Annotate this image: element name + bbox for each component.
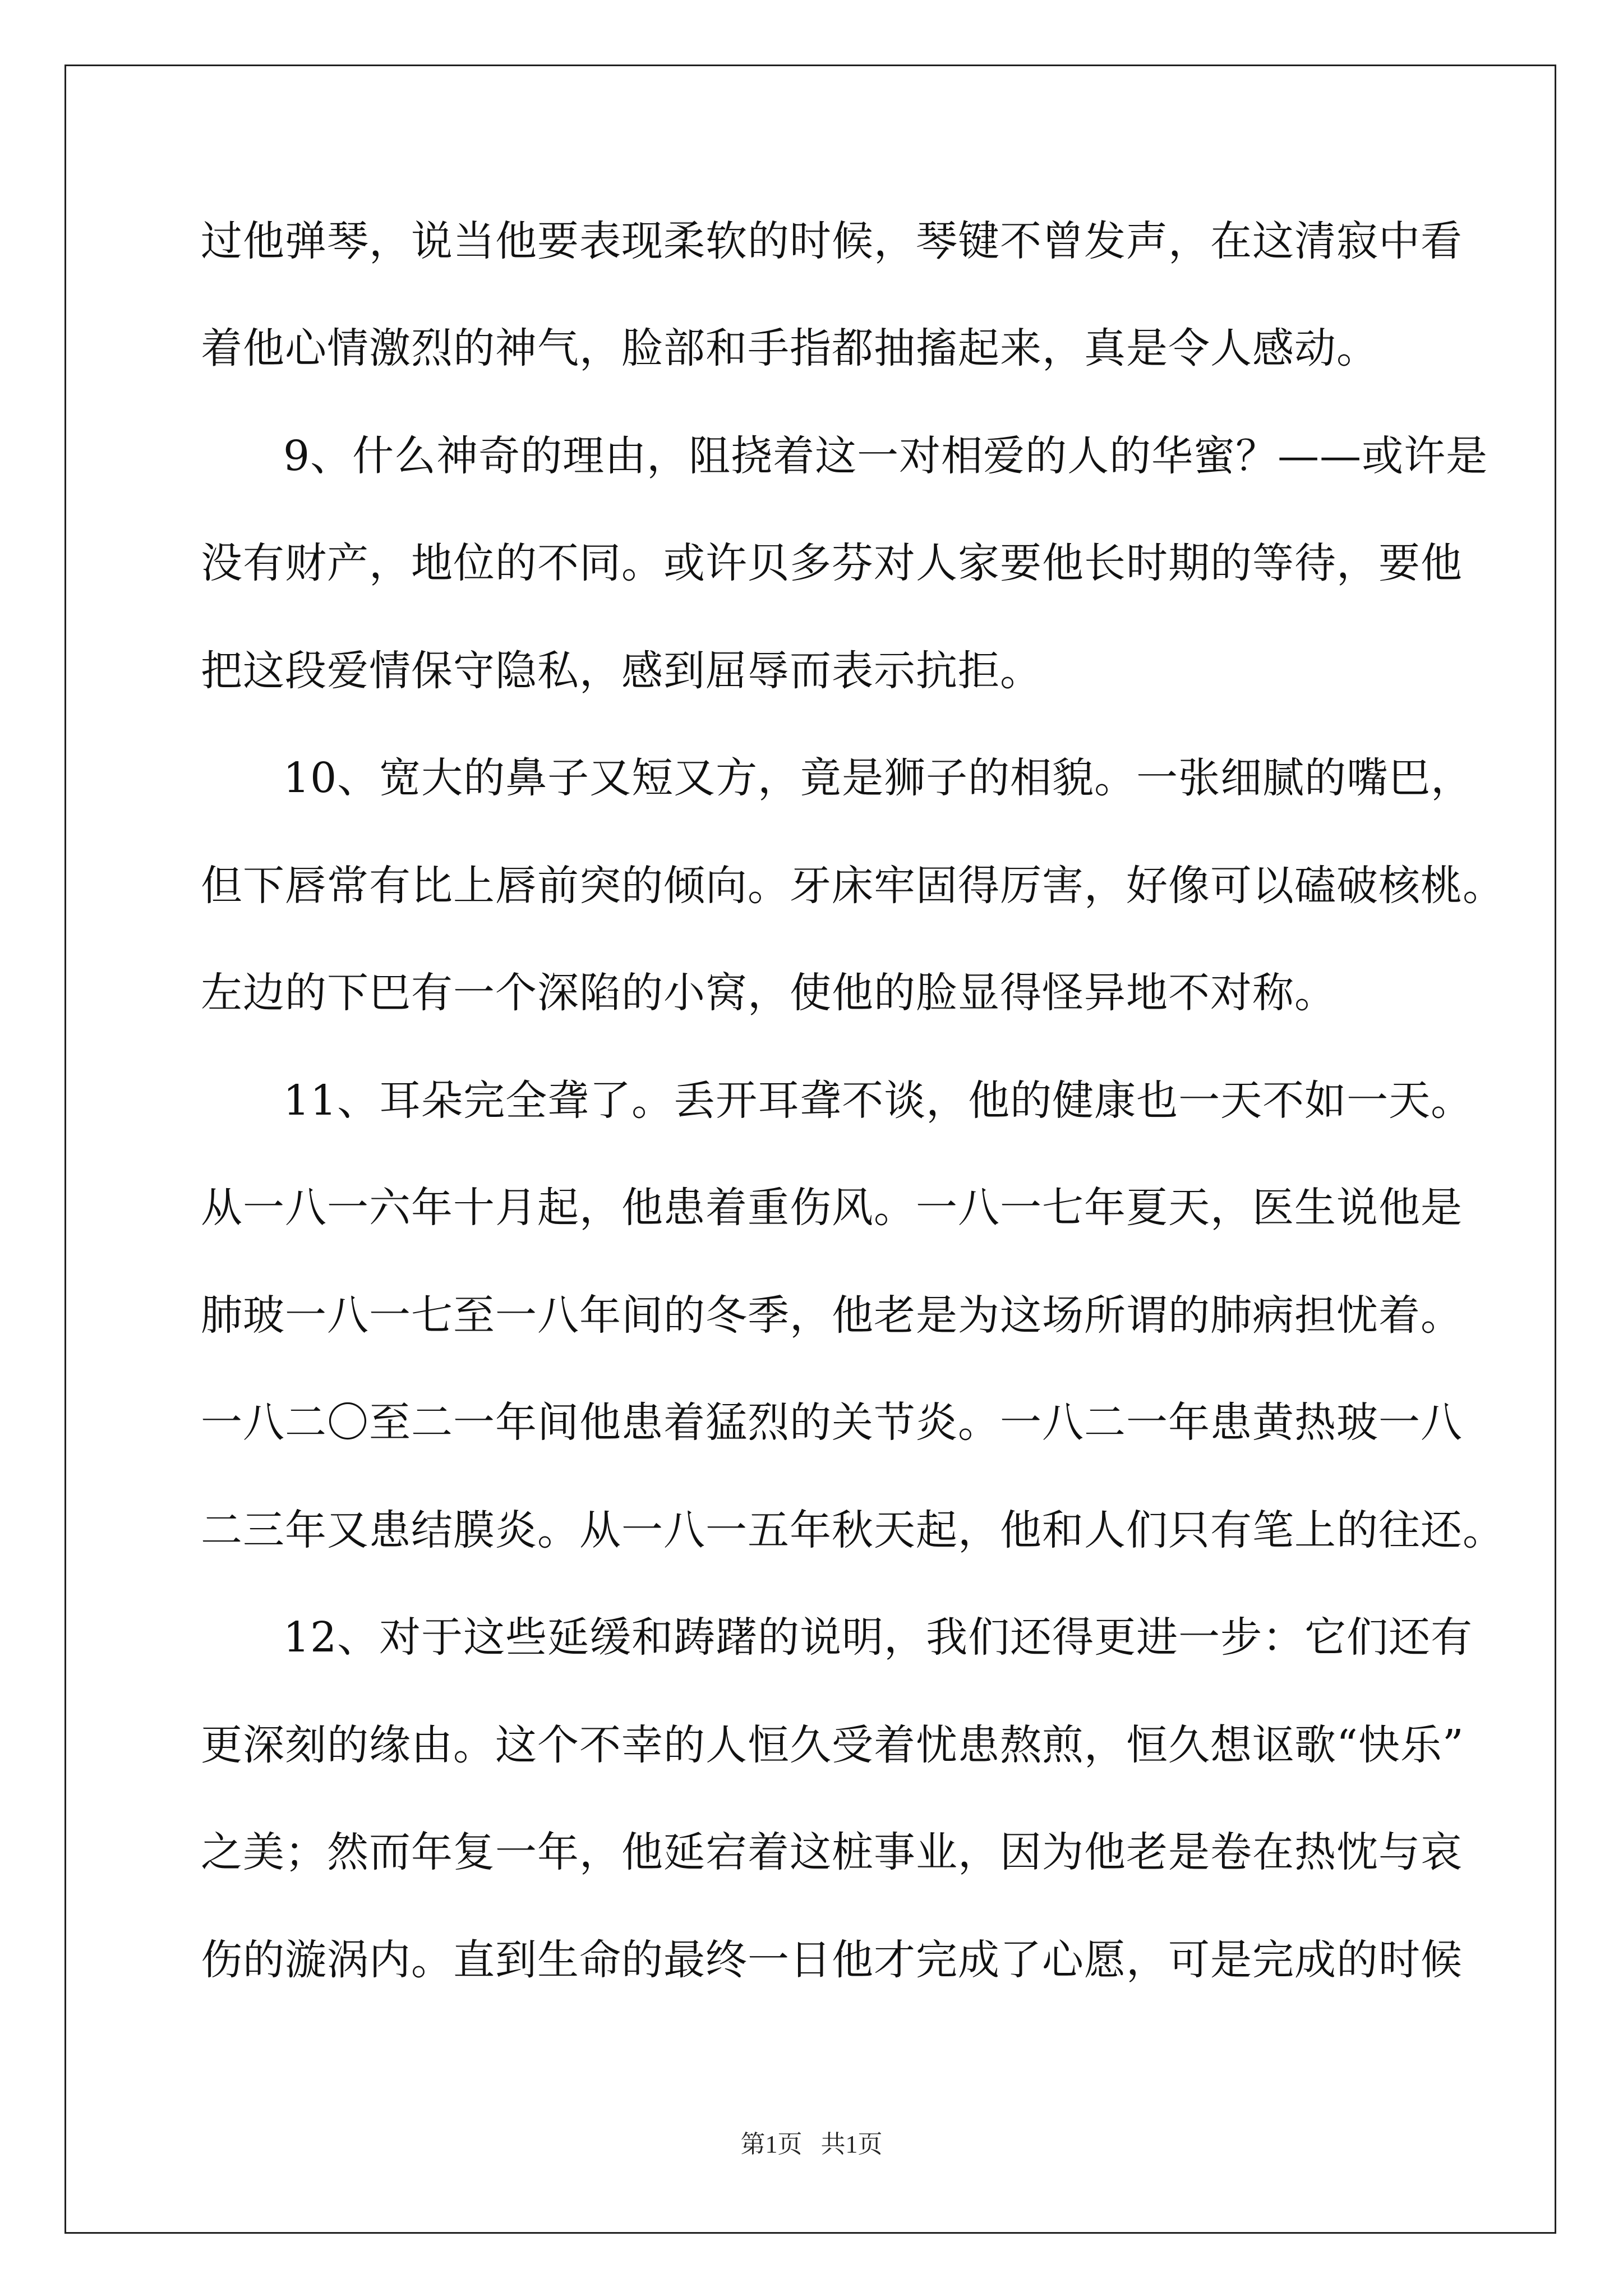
- text-line: 着他心情激烈的神气，脸部和手指都抽搐起来，真是令人感动。: [201, 324, 1378, 372]
- text-line: 左边的下巴有一个深陷的小窝，使他的脸显得怪异地不对称。: [201, 969, 1336, 1017]
- text-line: 更深刻的缘由。这个不幸的人恒久受着忧患熬煎，恒久想讴歌“快乐”: [201, 1721, 1464, 1769]
- text-line: 之美；然而年复一年，他延宕着这桩事业，因为他老是卷在热忱与哀: [201, 1828, 1463, 1876]
- paragraph-10-start: 10、宽大的鼻子又短又方，竟是狮子的相貌。一张细腻的嘴巴，: [283, 754, 1473, 802]
- page-footer: 第1页 共1页: [740, 2131, 883, 2158]
- paragraph-9-start: 9、什么神奇的理由，阻挠着这一对相爱的人的华蜜？——或许是: [283, 432, 1488, 480]
- paragraph-11-start: 11、耳朵完全聋了。丢开耳聋不谈，他的健康也一天不如一天。: [283, 1076, 1473, 1125]
- text-line: 过他弹琴，说当他要表现柔软的时候，琴键不曾发声，在这清寂中看: [201, 217, 1463, 265]
- paragraph-12-start: 12、对于这些延缓和踌躇的说明，我们还得更进一步：它们还有: [283, 1613, 1473, 1662]
- text-line: 肺玻一八一七至一八年间的冬季，他老是为这场所谓的肺病担忧着。: [201, 1291, 1463, 1340]
- text-line: 把这段爱情保守隐私，感到屈辱而表示抗拒。: [201, 647, 1042, 695]
- text-line: 伤的漩涡内。直到生命的最终一日他才完成了心愿，可是完成的时候: [201, 1936, 1463, 1984]
- text-line: 从一八一六年十月起，他患着重伤风。一八一七年夏天，医生说他是: [201, 1184, 1463, 1232]
- text-line: 但下唇常有比上唇前突的倾向。牙床牢固得厉害，好像可以磕破核桃。: [201, 862, 1505, 910]
- text-line: 没有财产，地位的不同。或许贝多芬对人家要他长时期的等待，要他: [201, 539, 1463, 587]
- page-border: [64, 65, 1556, 2234]
- text-line: 二三年又患结膜炎。从一八一五年秋天起，他和人们只有笔上的往还。: [201, 1506, 1505, 1554]
- text-line: 一八二〇至二一年间他患着猛烈的关节炎。一八二一年患黄热玻一八: [201, 1398, 1463, 1447]
